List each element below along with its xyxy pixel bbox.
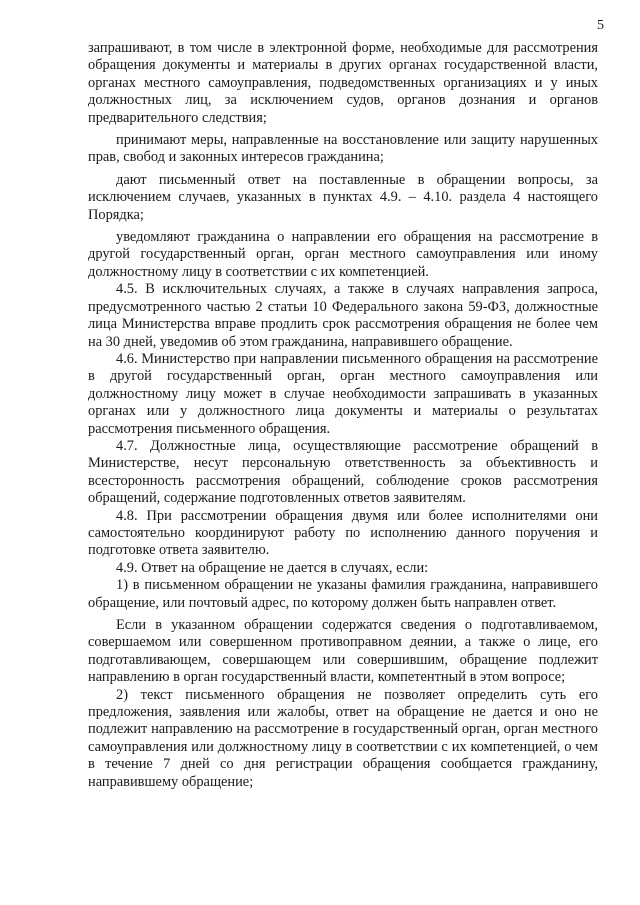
paragraph-4-8: 4.8. При рассмотрении обращения двумя или более исполнителями они самостоятельно координируют работу по исполнению данного поручения и подготовке ответа заявителю.: [88, 507, 598, 559]
paragraph-4-9-2: 2) текст письменного обращения не позволяет определить суть его предложения, заявления или жалобы, ответ на обращение не дается и оно не подлежит направлению на рассмотрение в государственный орган, орган местного самоуправления или должностному лицу в соответствии с их компетенцией, о чем в течение 7 дней со дня регистрации обращения сообщается гражданину, направившему обращение;: [88, 686, 598, 790]
paragraph-4-5: 4.5. В исключительных случаях, а также в случаях направления запроса, предусмотренного частью 2 статьи 10 Федерального закона 59-ФЗ, должностные лица Министерства вправе продлить срок рассмотрения обращения не более чем на 30 дней, уведомив об этом гражданина, направившего обращение.: [88, 281, 598, 350]
paragraph-continuation: запрашивают, в том числе в электронной форме, необходимые для рассмотрения обращения документы и материалы в других органах государственной власти, органах местного самоуправления, подведомственных организациях и у иных должностных лиц, за исключением судов, органов дознания и органов предварительного следствия;: [88, 40, 598, 126]
page-number: 5: [597, 18, 604, 33]
paragraph-4-7: 4.7. Должностные лица, осуществляющие рассмотрение обращений в Министерстве, несут персональную ответственность за объективность и всесторонность рассмотрения обращений, соблюдение сроков рассмотрения обращений, содержание подготовленных ответов заявителям.: [88, 437, 598, 507]
document-body: [88, 40, 598, 791]
paragraph-4-6: 4.6. Министерство при направлении письменного обращения на рассмотрение в другой государственный орган, орган местного самоуправления или должностному лицу может в случае необходимости запрашивать в указанных органах или у должностного лица документы и материалы о результатах рассмотрения письменного обращения.: [88, 350, 598, 437]
paragraph-illegal-act: Если в указанном обращении содержатся сведения о подготавливаемом, совершаемом или совершенном противоправном деянии, а также о лице, его подготавливающем, совершающем или совершившим, обращение подлежит направлению в орган государственный власти, компетентный в этом вопросе;: [88, 617, 598, 686]
paragraph-4-9-1: 1) в письменном обращении не указаны фамилия гражданина, направившего обращение, или почтовый адрес, по которому должен быть направлен ответ.: [88, 577, 598, 611]
paragraph-4-9: 4.9. Ответ на обращение не дается в случаях, если:: [116, 559, 429, 576]
paragraph-notify: уведомляют гражданина о направлении его обращения на рассмотрение в другой государственный орган, орган местного самоуправления или иному должностному лицу в соответствии с их компетенцией.: [88, 229, 598, 280]
paragraph-answer: дают письменный ответ на поставленные в обращении вопросы, за исключением случаев, указанных в пунктах 4.9. – 4.10. раздела 4 настоящего Порядка;: [88, 171, 598, 223]
paragraph-measures: принимают меры, направленные на восстановление или защиту нарушенных прав, свобод и законных интересов гражданина;: [88, 132, 598, 166]
